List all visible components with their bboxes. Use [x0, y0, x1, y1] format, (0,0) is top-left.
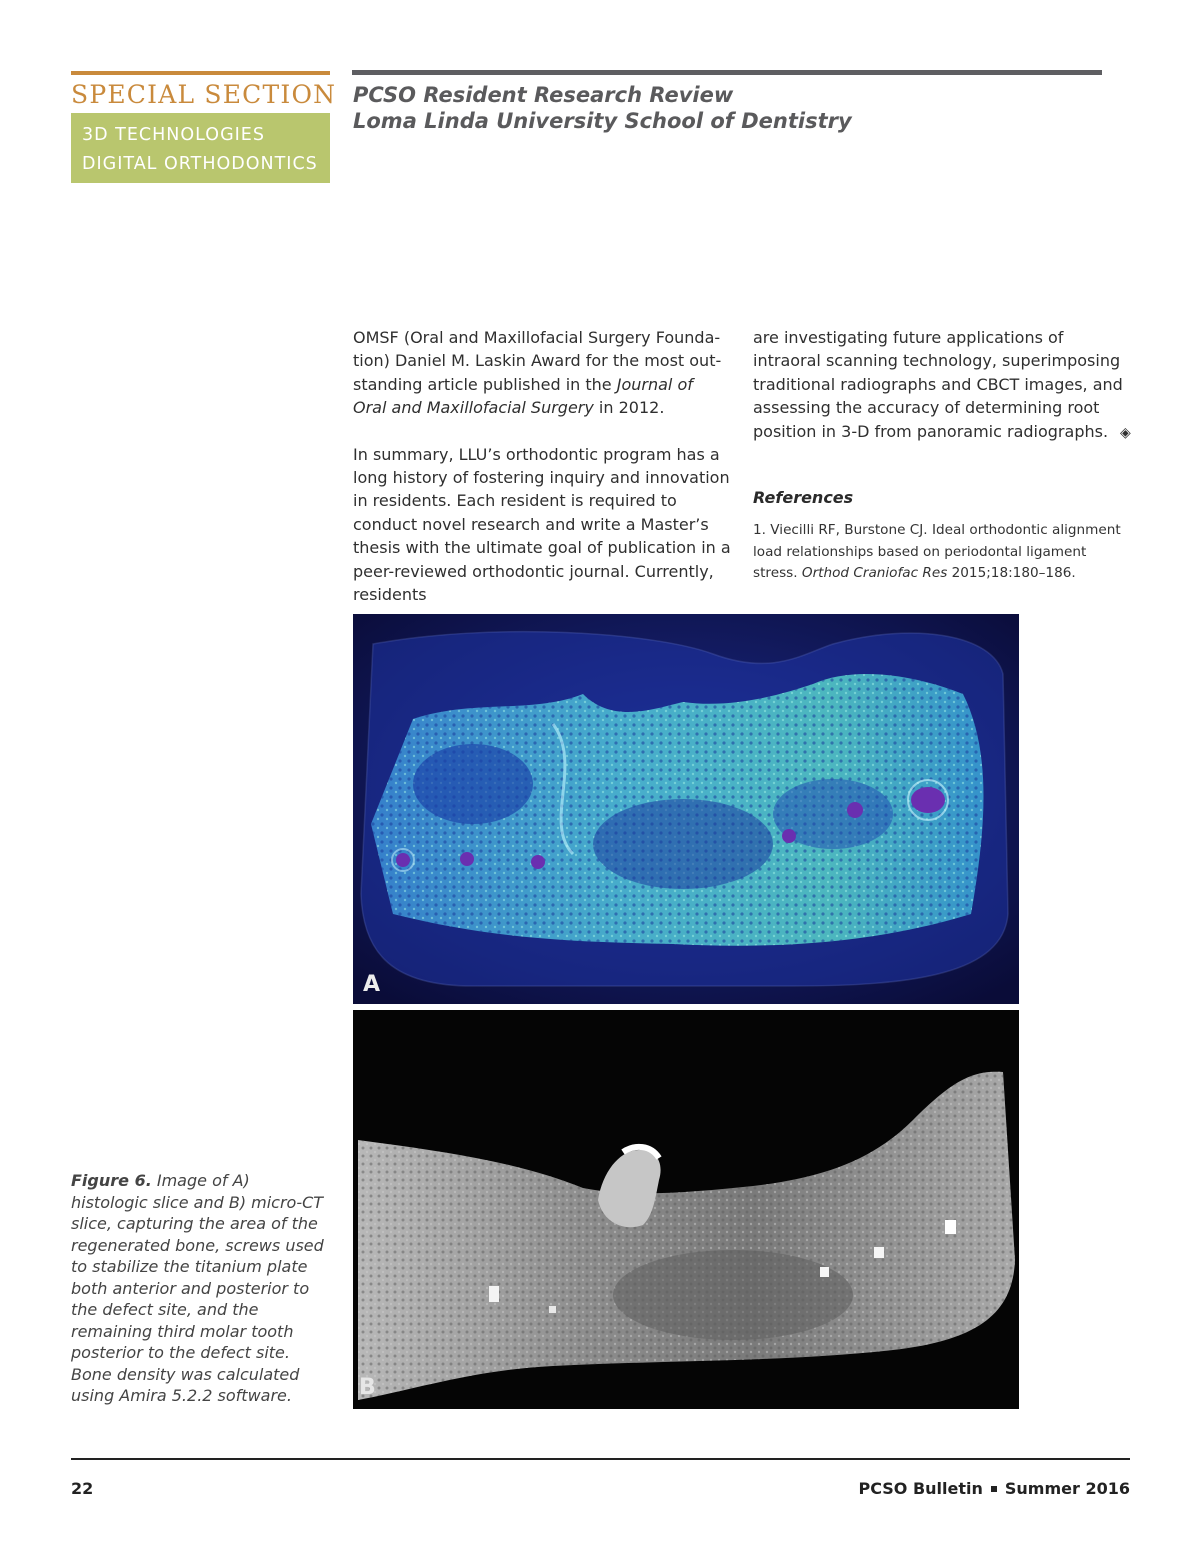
paragraph-summary: In summary, LLU’s orthodontic program has a long history of fostering inquiry and innovation in residents. Each resident is required to conduct novel research and write a Master’s thesis with the ultimate goal of publication in a peer-reviewed orthodontic journal. Currently, residents	[353, 444, 731, 605]
caption-label: Figure 6.	[71, 1171, 152, 1190]
separator-square-icon	[991, 1486, 997, 1492]
journal-name: Journal of Oral and Maxillofacial Surgery	[353, 374, 693, 418]
header-rule	[352, 70, 1102, 75]
panel-a-label: A	[363, 972, 381, 997]
footer-rule	[71, 1458, 1130, 1460]
publication-name: PCSO Bulletin	[858, 1479, 983, 1498]
topic-line-1: 3D TECHNOLOGIES	[82, 125, 265, 145]
review-title-line-2: Loma Linda University School of Dentistry	[353, 109, 852, 133]
review-title	[353, 82, 852, 134]
body-column-left	[353, 326, 731, 606]
end-mark-icon: ◈	[1120, 424, 1131, 441]
paragraph-award: OMSF (Oral and Maxillofacial Surgery Founda-tion) Daniel M. Laskin Award for the most out-standing article published in the Journal of Oral and Maxillofacial Surgery in 2012.	[353, 328, 722, 418]
body-column-right	[753, 326, 1133, 445]
review-title-line-1: PCSO Resident Research Review	[353, 83, 734, 107]
figure-caption: Figure 6. Image of A) histologic slice and B) micro-CT slice, capturing the area of the regenerated bone, screws used to stabilize the titanium plate both anterior and posterior to the defect site, and the remaining third molar tooth posterior to the defect site. Bone density was calculated using Amira 5.2.2 software.	[71, 1171, 324, 1405]
figure-panel-b-micro-ct	[353, 1010, 1019, 1409]
paragraph-continued: are investigating future applications of intraoral scanning technology, superimposing traditional radiographs and CBCT images, and assessing the accuracy of determining root position in 3-D from panoramic radiographs. ◈	[753, 326, 1133, 445]
panel-b-label: B	[359, 1375, 376, 1400]
section-title: SPECIAL SECTION	[71, 80, 337, 109]
section-rule	[71, 71, 330, 75]
footer-publication	[859, 1479, 1131, 1498]
issue-name: Summer 2016	[1004, 1479, 1130, 1498]
reference-journal: Orthod Craniofac Res	[801, 565, 948, 581]
section-topic-box	[71, 113, 330, 183]
topic-line-2: DIGITAL ORTHODONTICS	[82, 154, 318, 174]
references-heading: References	[753, 488, 854, 507]
reference-item: 1. Viecilli RF, Burstone CJ. Ideal orthodontic alignment load relationships based on periodontal ligament stress. Orthod Craniofac Res 2015;18:180–186.	[753, 522, 1121, 581]
figure-panel-a-histology	[353, 614, 1019, 1004]
page-number: 22	[71, 1479, 94, 1498]
